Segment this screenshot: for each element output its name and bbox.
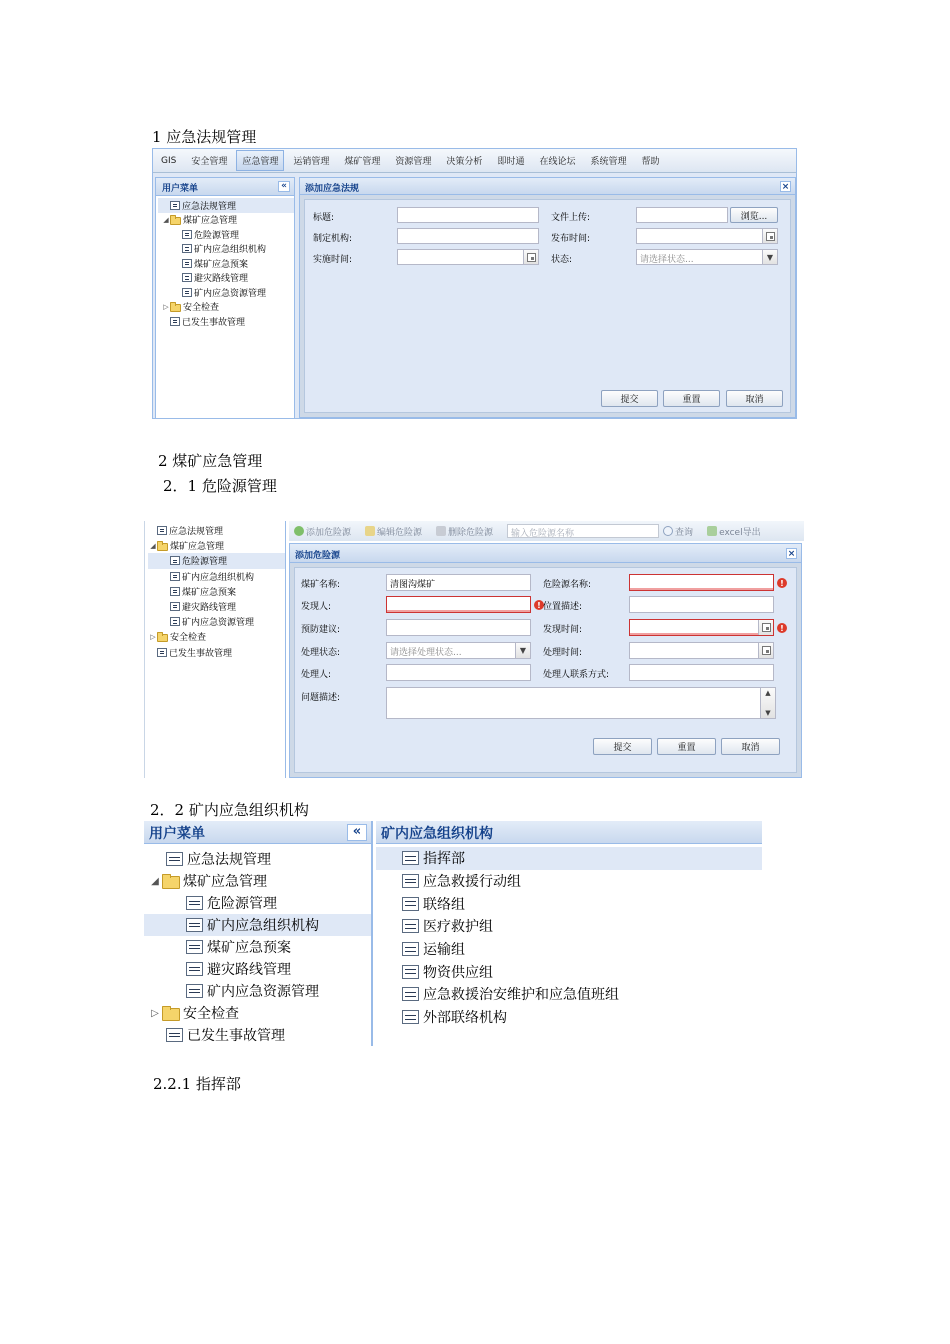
leaf-node-icon	[157, 526, 167, 535]
expanded-arrow-icon[interactable]: ◢	[151, 875, 159, 887]
submit-button[interactable]: 提交	[601, 390, 658, 407]
leaf-node-icon	[182, 288, 192, 297]
organization-panel	[376, 821, 762, 1046]
menu-tree	[148, 523, 285, 660]
label-hazard-name: 危险源名称:	[543, 580, 592, 590]
close-icon[interactable]: ×	[787, 548, 796, 559]
query-button[interactable]: 查询	[663, 525, 693, 538]
tree-item-hazard[interactable]: 危险源管理	[144, 892, 371, 914]
leaf-node-icon	[402, 874, 419, 888]
error-icon: !	[777, 623, 787, 633]
label-prevention: 预防建议:	[301, 625, 341, 635]
label-title: 标题:	[313, 213, 335, 223]
screenshot-regulation-form	[152, 148, 797, 419]
leaf-node-icon	[170, 587, 180, 596]
user-menu-sidebar	[144, 821, 373, 1046]
cancel-button[interactable]: 取消	[721, 738, 780, 755]
handler-input[interactable]	[386, 664, 531, 681]
tree-item-accidents[interactable]: 已发生事故管理	[144, 1024, 371, 1046]
leaf-node-icon	[186, 918, 203, 932]
label-handler: 处理人:	[301, 670, 332, 680]
folder-icon	[162, 1008, 180, 1021]
org-input[interactable]	[397, 228, 539, 244]
cancel-button[interactable]: 取消	[726, 390, 783, 407]
label-found-time: 发现时间:	[543, 625, 583, 635]
leaf-node-icon	[166, 1028, 183, 1042]
found-time-input[interactable]	[629, 619, 774, 636]
sidebar-header: 用户菜单	[144, 821, 371, 844]
leaf-node-icon	[157, 648, 167, 657]
hazard-toolbar	[289, 521, 804, 541]
delete-icon	[436, 526, 446, 536]
add-hazard-button[interactable]: 添加危险源	[294, 525, 351, 538]
label-handle-time: 处理时间:	[543, 648, 583, 658]
submit-button[interactable]: 提交	[593, 738, 652, 755]
heading-1: 1 应急法规管理	[152, 128, 257, 146]
publish-time-input[interactable]	[636, 228, 778, 244]
leaf-node-icon	[402, 942, 419, 956]
label-mine-name: 煤矿名称:	[301, 580, 341, 590]
folder-icon	[170, 304, 181, 312]
nav-mine[interactable]: 煤矿管理	[344, 157, 381, 167]
leaf-node-icon	[186, 962, 203, 976]
leaf-node-icon	[182, 230, 192, 239]
folder-icon	[157, 634, 168, 642]
leaf-node-icon	[402, 897, 419, 911]
reset-button[interactable]: 重置	[657, 738, 716, 755]
heading-2-2: 2．2 矿内应急组织机构	[150, 801, 309, 819]
leaf-node-icon	[402, 919, 419, 933]
dialog-title: 添加应急法规	[300, 178, 795, 195]
dialog-title: 添加危险源	[290, 544, 801, 563]
label-upload: 文件上传:	[551, 213, 591, 223]
leaf-node-icon	[182, 273, 192, 282]
leaf-node-icon	[170, 572, 180, 581]
menu-sidebar	[145, 521, 286, 778]
edit-icon	[365, 526, 375, 536]
tree-item-mine-emergency[interactable]: ◢ 煤矿应急管理	[144, 870, 371, 892]
chevron-down-icon[interactable]: ▼	[762, 250, 777, 264]
label-org: 制定机构:	[313, 234, 353, 244]
screenshot-organization	[144, 821, 762, 1046]
tree-item-safety-check[interactable]: ▷ 安全检查	[144, 1002, 371, 1024]
tree-item-regulation[interactable]: 应急法规管理	[158, 198, 294, 213]
label-handler-contact: 处理人联系方式:	[543, 670, 610, 680]
expanded-arrow-icon[interactable]: ◢	[150, 541, 156, 550]
handler-contact-input[interactable]	[629, 664, 774, 681]
leaf-node-icon	[186, 984, 203, 998]
tree-item-plan[interactable]: 煤矿应急预案	[148, 584, 285, 599]
edit-hazard-button[interactable]: 编辑危险源	[365, 525, 422, 538]
calendar-icon[interactable]	[758, 620, 773, 635]
handle-time-input[interactable]	[629, 642, 774, 659]
tree-item-safety-check[interactable]: ▷ 安全检查	[150, 632, 207, 644]
panel-title: 矿内应急组织机构	[376, 821, 762, 844]
error-icon: !	[777, 578, 787, 588]
form-body	[304, 199, 791, 413]
org-item-security-duty[interactable]: 应急救援治安维护和应急值班组	[376, 983, 762, 1006]
leaf-node-icon	[402, 987, 419, 1001]
org-item-transport[interactable]: 运输组	[376, 938, 762, 961]
calendar-icon[interactable]	[523, 250, 538, 264]
collapse-icon[interactable]: «	[278, 181, 290, 192]
form-body	[294, 567, 797, 773]
tree-item-resources[interactable]: 矿内应急资源管理	[148, 614, 285, 629]
tree-item-plan[interactable]: 煤矿应急预案	[144, 936, 371, 958]
collapsed-arrow-icon[interactable]: ▷	[150, 632, 156, 641]
tree-item-evacuation[interactable]: 避灾路线管理	[144, 958, 371, 980]
expanded-arrow-icon[interactable]: ◢	[163, 215, 169, 224]
label-handle-status: 处理状态:	[301, 648, 341, 658]
org-item-external-liaison[interactable]: 外部联络机构	[376, 1006, 762, 1029]
mine-name-input[interactable]: 清图沟煤矿	[386, 574, 531, 591]
error-icon: !	[534, 600, 544, 610]
tree-item-organization[interactable]: 矿内应急组织机构	[144, 914, 371, 936]
prevention-input[interactable]	[386, 619, 531, 636]
nav-instant[interactable]: 即时通	[497, 157, 525, 167]
hazard-search-input[interactable]: 输入危险源名称	[507, 524, 659, 538]
status-placeholder: 请选择状态...	[640, 255, 694, 265]
org-item-rescue-action[interactable]: 应急救援行动组	[376, 870, 762, 893]
tree-item-mine-emergency[interactable]: ◢ 煤矿应急管理	[150, 541, 225, 553]
tree-item-hazard[interactable]: 危险源管理	[158, 227, 294, 242]
nav-decision[interactable]: 决策分析	[446, 157, 483, 167]
tree-item-evacuation[interactable]: 避灾路线管理	[158, 271, 294, 286]
tree-item-mine-emergency[interactable]: ◢ 煤矿应急管理	[163, 215, 238, 227]
calendar-icon[interactable]	[758, 643, 773, 658]
nav-system[interactable]: 系统管理	[590, 157, 627, 167]
tree-item-resources[interactable]: 矿内应急资源管理	[144, 980, 371, 1002]
nav-forum[interactable]: 在线论坛	[539, 157, 576, 167]
problem-desc-textarea[interactable]	[386, 687, 776, 719]
tree-item-regulation[interactable]: 应急法规管理	[148, 523, 285, 538]
scrollbar[interactable]	[760, 688, 775, 718]
folder-open-icon	[162, 876, 180, 889]
close-icon[interactable]: ×	[781, 181, 790, 192]
tree-item-accidents[interactable]: 已发生事故管理	[158, 314, 294, 329]
leaf-node-icon	[182, 259, 192, 268]
upload-input[interactable]	[636, 207, 728, 223]
leaf-node-icon	[182, 244, 192, 253]
org-item-supplies[interactable]: 物资供应组	[376, 960, 762, 983]
add-regulation-dialog	[299, 177, 796, 418]
collapse-icon[interactable]: «	[347, 824, 367, 841]
add-hazard-dialog	[289, 543, 802, 778]
org-item-command[interactable]: 指挥部	[376, 847, 762, 870]
delete-hazard-button[interactable]: 删除危险源	[436, 525, 493, 538]
label-status: 状态:	[551, 255, 573, 265]
label-problem-desc: 问题描述:	[301, 693, 341, 703]
folder-open-icon	[170, 217, 181, 225]
hazard-name-input[interactable]	[629, 574, 774, 591]
nav-gis[interactable]: GIS	[161, 155, 177, 166]
tree-item-accidents[interactable]: 已发生事故管理	[148, 645, 285, 660]
tree-item-organization[interactable]: 矿内应急组织机构	[158, 242, 294, 257]
menu-tree	[158, 198, 294, 329]
label-impl-time: 实施时间:	[313, 255, 353, 265]
leaf-node-icon	[170, 556, 180, 565]
label-location-desc: 位置描述:	[543, 602, 583, 612]
export-button[interactable]: excel导出	[707, 525, 761, 538]
nav-help[interactable]: 帮助	[641, 157, 660, 167]
heading-2: 2 煤矿应急管理	[158, 452, 263, 470]
excel-icon	[707, 526, 717, 536]
leaf-node-icon	[170, 317, 180, 326]
folder-open-icon	[157, 543, 168, 551]
nav-emergency[interactable]: 应急管理	[236, 150, 284, 171]
leaf-node-icon	[170, 201, 180, 210]
tree-item-plan[interactable]: 煤矿应急预案	[158, 256, 294, 271]
collapsed-arrow-icon[interactable]: ▷	[163, 302, 169, 311]
tree-item-regulation[interactable]: 应急法规管理	[144, 848, 371, 870]
nav-sales[interactable]: 运销管理	[293, 157, 330, 167]
location-desc-input[interactable]	[629, 596, 774, 613]
tree-item-safety-check[interactable]: ▷ 安全检查	[163, 302, 220, 314]
tree-item-resources[interactable]: 矿内应急资源管理	[158, 285, 294, 300]
finder-input[interactable]	[386, 596, 531, 613]
leaf-node-icon	[402, 965, 419, 979]
title-input[interactable]	[397, 207, 539, 223]
menu-tree	[144, 848, 371, 1046]
heading-2-1: 2．1 危险源管理	[163, 477, 277, 495]
scroll-up-icon[interactable]: ▲	[765, 689, 771, 697]
leaf-node-icon	[166, 852, 183, 866]
org-item-medical[interactable]: 医疗救护组	[376, 915, 762, 938]
label-finder: 发现人:	[301, 602, 332, 612]
nav-resource[interactable]: 资源管理	[395, 157, 432, 167]
leaf-node-icon	[402, 851, 419, 865]
screenshot-hazard-form	[144, 521, 804, 778]
handle-status-select[interactable]: 请选择处理状态... ▼	[386, 642, 531, 659]
tree-item-organization[interactable]: 矿内应急组织机构	[148, 569, 285, 584]
leaf-node-icon	[170, 617, 180, 626]
top-navigation	[153, 149, 796, 173]
org-item-liaison[interactable]: 联络组	[376, 892, 762, 915]
chevron-down-icon[interactable]: ▼	[515, 643, 530, 658]
add-icon	[294, 526, 304, 536]
collapsed-arrow-icon[interactable]: ▷	[151, 1007, 159, 1019]
impl-time-input[interactable]	[397, 249, 539, 265]
tree-item-evacuation[interactable]: 避灾路线管理	[148, 599, 285, 614]
reset-button[interactable]: 重置	[663, 390, 720, 407]
label-publish-time: 发布时间:	[551, 234, 591, 244]
leaf-node-icon	[186, 896, 203, 910]
organization-list	[376, 847, 762, 1029]
leaf-node-icon	[186, 940, 203, 954]
calendar-icon[interactable]	[762, 229, 777, 243]
status-select[interactable]	[636, 249, 778, 265]
nav-safety[interactable]: 安全管理	[191, 157, 228, 167]
heading-2-2-1: 2.2.1 指挥部	[153, 1075, 241, 1093]
search-icon	[663, 526, 673, 536]
user-menu-sidebar	[155, 177, 295, 418]
sidebar-header: 用户菜单	[156, 178, 294, 196]
leaf-node-icon	[170, 602, 180, 611]
tree-item-hazard[interactable]: 危险源管理	[148, 553, 285, 568]
leaf-node-icon	[402, 1010, 419, 1024]
scroll-down-icon[interactable]: ▼	[765, 709, 771, 717]
browse-button[interactable]: 浏览...	[730, 207, 778, 223]
